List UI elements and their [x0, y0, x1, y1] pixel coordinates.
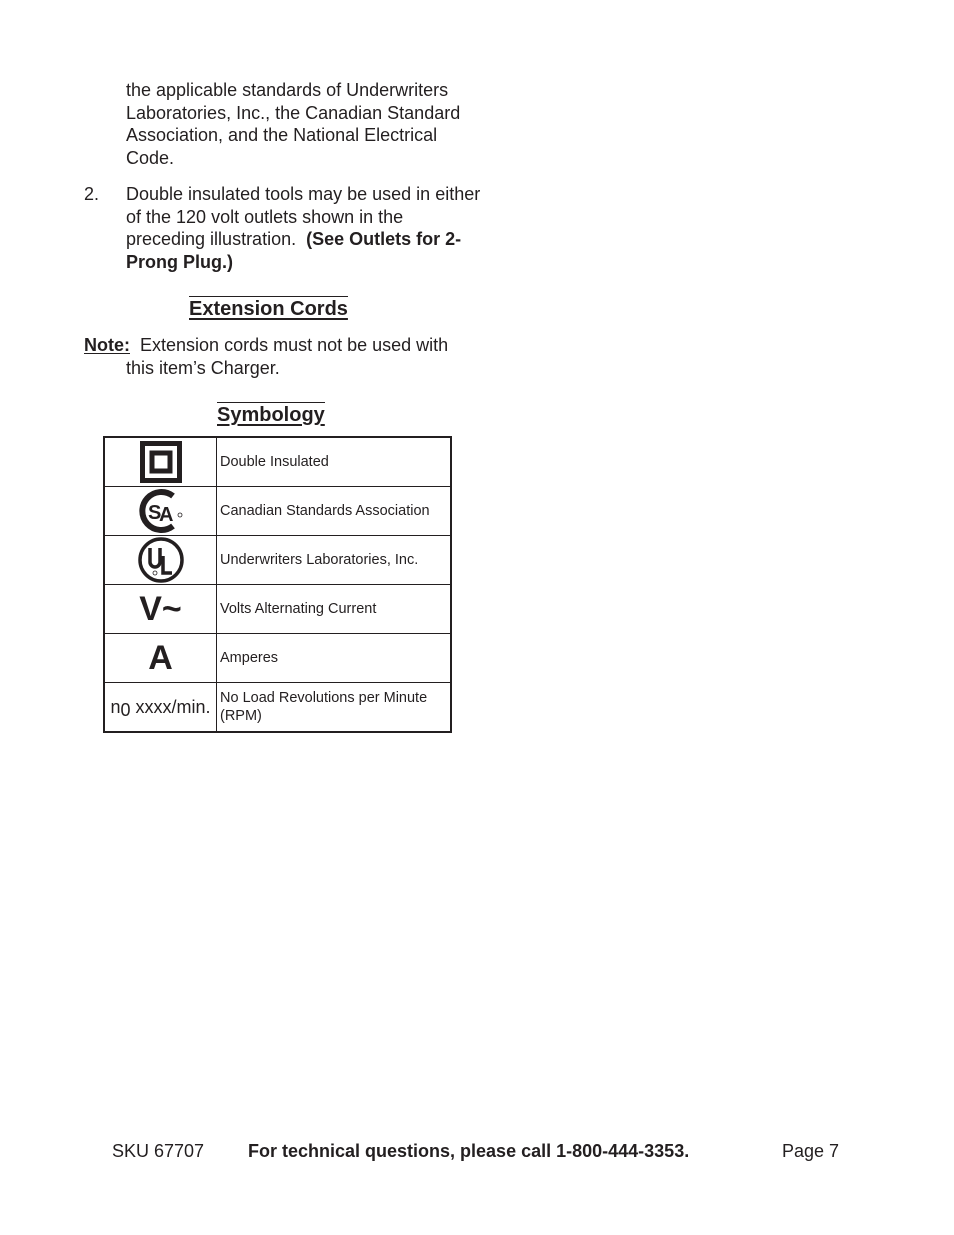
- symbol-description: Canadian Standards Association: [217, 487, 452, 536]
- symbol-description: Volts Alternating Current: [217, 585, 452, 634]
- extension-note: [84, 334, 484, 379]
- note-text: Extension cords must not be used with: [140, 335, 449, 355]
- n-subscript: 0: [120, 699, 131, 720]
- symbology-table: [103, 436, 452, 733]
- symbology-heading: Symbology: [217, 404, 325, 426]
- symbol-description: No Load Revolutions per Minute (RPM): [217, 683, 452, 733]
- note-label: Note:: [84, 335, 130, 355]
- ul-logo-icon: [104, 536, 217, 585]
- table-row: [104, 487, 451, 536]
- table-row: [104, 634, 451, 683]
- double-insulated-text: Double insulated tools may be used in either of the 120 volt outlets shown in the preceding illustration.: [126, 184, 481, 249]
- table-row: [104, 683, 451, 733]
- n-letter: n: [110, 696, 121, 717]
- svg-text:A: A: [158, 504, 173, 526]
- amperes-symbol: A: [104, 634, 217, 683]
- note-text-continued: this item’s Charger.: [126, 357, 280, 378]
- standards-continuation-text: the applicable standards of Underwriters Laboratories, Inc., the Canadian Standard Association, and the National Electrical Code.: [126, 80, 461, 168]
- table-row: [104, 585, 451, 634]
- table-row: [104, 536, 451, 585]
- csa-logo-icon: [104, 487, 217, 536]
- symbol-description: Amperes: [217, 634, 452, 683]
- svg-text:S: S: [147, 502, 161, 524]
- symbol-description: Double Insulated: [217, 437, 452, 487]
- double-insulated-icon: [104, 437, 217, 487]
- no-load-rpm-symbol: [104, 683, 217, 733]
- double-insulated-paragraph: [126, 183, 486, 273]
- rpm-value: xxxx/min.: [135, 696, 211, 717]
- footer-sku: SKU 67707: [112, 1141, 205, 1161]
- footer-tech-support: For technical questions, please call 1-800-444-3353.: [248, 1141, 690, 1161]
- outlets-reference: (See Outlets for 2-Prong Plug.): [126, 229, 462, 272]
- volts-ac-symbol: V~: [104, 585, 217, 634]
- extension-cords-heading: Extension Cords: [189, 298, 348, 320]
- symbol-description: Underwriters Laboratories, Inc.: [217, 536, 452, 585]
- footer-page-number: Page 7: [782, 1141, 840, 1161]
- table-row: [104, 437, 451, 487]
- list-number-2: 2.: [84, 184, 100, 204]
